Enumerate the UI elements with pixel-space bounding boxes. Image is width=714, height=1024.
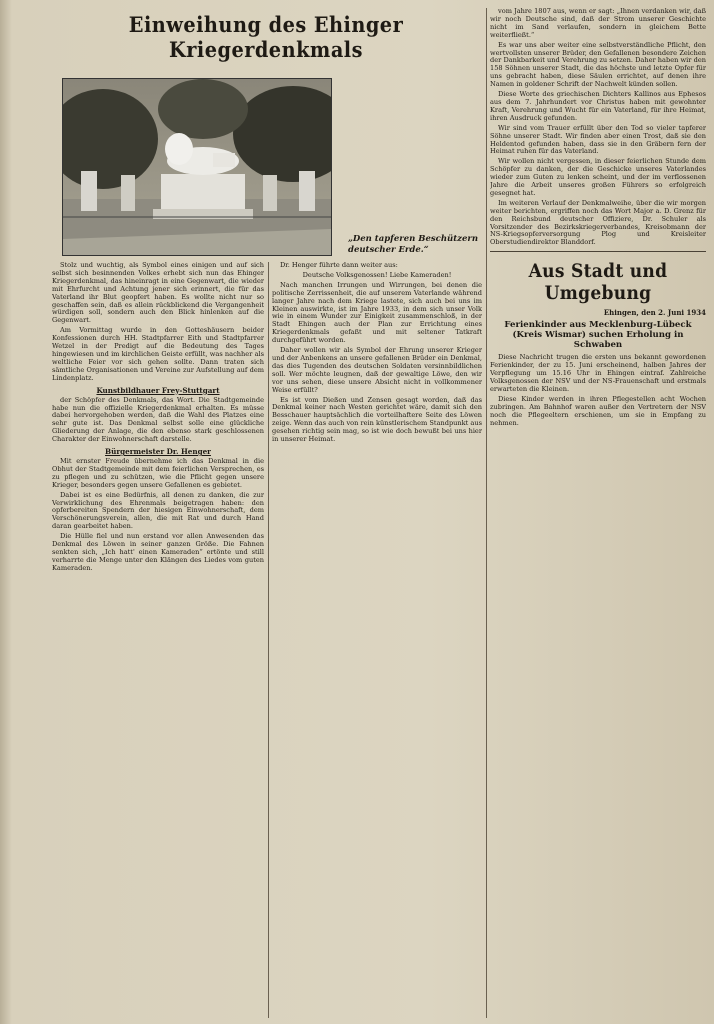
headline: Einweihung des Ehinger Kriegerdenkmals bbox=[128, 12, 404, 62]
paragraph: vom Jahre 1807 aus, wenn er sagt: „Ihnen verdanken wir, daß wir noch Deutsche sind, daß der Strom unserer Geschichte nicht im Sand verlaufen, sondern in gleichem Bette weiterfließt.“ bbox=[490, 8, 706, 39]
paragraph: Wir sind vom Trauer erfüllt über den Tod so vieler tapferer Söhne unserer Stadt. Wir finden aber einen Trost, daß sie den Heldentod gefunden haben, dass sie in den Gräbern fern der Heimat ruhen für das Vaterland. bbox=[490, 123, 706, 156]
paragraph: Dabei ist es eine Bedürfnis, all denen zu danken, die zur Verwirklichung des Ehrenmals beigetragen haben: den opferbereiten Spendern der hiesigen Einwohnerschaft, dem Verschönerungsverein, allen, die mit Rat und durch Hand daran gearbeitet haben. bbox=[52, 490, 264, 531]
memorial-photo-graphic bbox=[63, 79, 331, 255]
paragraph: Daher wollen wir als Symbol der Ehrung unserer Krieger und der Anbenkens an unsere gefallenen Brüder ein Denkmal, das dies Tugenden des deutschen Soldaten versinnbildlichen soll. Wer möchte leugnen, daß der gewaltige Löwe, den wir vor uns sehen, diese unsere Absicht nicht in vollkommener Weise erfüllt? bbox=[272, 346, 482, 394]
paragraph: Im weiteren Verlauf der Denkmalweihe, über die wir morgen weiter berichten, ergriffen noch das Wort Major a. D. Grenz für den Reichsbund deutscher Offiziere, Dr. Schuler als Vorsitzender des Bezirkskriegerverbandes, Kreisobmann der NS-Kriegsopferversorgung Plog und Kreisleiter Oberstudiendirektor Blanddorf. bbox=[490, 198, 706, 247]
paragraph: Dr. Henger führte dann weiter aus: bbox=[280, 262, 398, 269]
paragraph: Stolz und wuchtig, als Symbol eines einigen und auf sich selbst sich besinnenden Volkes erhebt sich nun das Ehinger Kriegerdenkmal, das hineinragt in eine Gegenwart, die wieder mit Ehrfurcht und Achtung jener sich erinnert, die für das Vaterland ihr Blut geopfert haben. Es wollte nicht nur so geschaffen sein, daß es allein rückblickend die Vergangenheit würdigen soll, sondern auch den Blick hinlenken auf die Gegenwart. bbox=[52, 262, 264, 325]
photo-caption: „Den tapferen Beschützern deutscher Erde.“ bbox=[348, 234, 479, 255]
subhead-frey: Kunstbildhauer Frey-Stuttgart bbox=[96, 385, 220, 395]
paragraph: Diese Nachricht trugen die ersten uns bekannt gewordenen Ferienkinder, der zu 15. Juni erscheinend, halben Jahres der Verpflegung um 15.16 Uhr in Ehingen eintraf. Zahlreiche Volksgenossen der NSV und der NS-Frauenschaft und erstmals erwarteten die Kleinen. bbox=[490, 353, 706, 393]
column-1 bbox=[52, 262, 264, 1020]
dateline: Ehingen, den 2. Juni 1934 bbox=[603, 308, 706, 318]
paragraph: Diese Kinder werden in ihren Pflegestellen acht Wochen zubringen. Am Bahnhof waren außer den Vertretern der NSV noch die Pflegeeltern erschienen, um sie in Empfang zu nehmen. bbox=[490, 394, 706, 427]
paragraph: Diese Worte des griechischen Dichters Kallinos aus Ephesos aus dem 7. Jahrhundert vor Christus haben mit gewohnter Kraft, Verehrung und Wucht für ein Vaterland, für ihre Heimat, ihren Ausdruck gefunden. bbox=[490, 90, 706, 122]
paragraph: Nach manchen Irrungen und Wirrungen, bei denen die politische Zerrissenheit, die auf unserem Vaterlande während langer Jahre nach dem Kriege lastete, sich auch bei uns im Kleinen auswirkte, ist im Jahre 1933, in dem sich unser Volk wie in einem Wunder zur Einigkeit zusammenschloß, in der Stadt Ehingen auch der Plan zur Errichtung eines Kriegerdenkmals gefaßt und mit seltener Tatkraft durchgeführt worden. bbox=[272, 280, 482, 345]
paragraph: Am Vormittag wurde in den Gotteshäusern beider Konfessionen durch HH. Stadtpfarrer Eith und Stadtpfarrer Wetzel in der Predigt auf die Bedeutung des Tages hingewiesen und im kirchlichen Geiste erfüllt, was nachher als weltliche Feier vor sich gehen sollte. Dann traten sich sämtliche Organisationen und Vereine zur Aufstellung auf dem Lindenplatz. bbox=[52, 326, 264, 382]
section-rule bbox=[490, 251, 706, 252]
paragraph-salutation: Deutsche Volksgenossen! Liebe Kameraden! bbox=[302, 270, 452, 279]
subhead-henger: Bürgermeister Dr. Henger bbox=[105, 447, 211, 457]
article-header bbox=[52, 8, 480, 258]
paragraph: Es war uns aber weiter eine selbstverständliche Pflicht, den wertvollsten unserer Brüder, den Gefallenen besondere Zeichen der Dankbarkeit und Verehrung zu setzen. Daher haben wir den 158 Söhnen unserer Stadt, die das höchste und letzte Opfer für uns gebracht haben, diese Säulen errichtet, auf denen ihre Namen in goldener Schrift der Nachwelt künden sollen. bbox=[490, 40, 706, 89]
paragraph: Mit ernster Freude übernehme ich das Denkmal in die Obhut der Stadtgemeinde mit dem feierlichen Versprechen, es zu pflegen und zu schützen, wie die Pflicht gegen unsere Krieger, besonders gegen unsere Gefallenen es gebietet. bbox=[52, 457, 264, 489]
column-2 bbox=[272, 262, 482, 1020]
paragraph: der Schöpfer des Denkmals, das Wort. Die Stadtgemeinde habe nun die offizielle Kriegerdenkmal erhalten. Es müsse dabei hervorgehoben werden, daß die Wahl des Platzes eine sehr gute ist. Das Denkmal selbst solle eine glückliche Gliederung der Anlage, die den ebenso stark geschlossenen Charakter der Einwohnerschaft darstelle. bbox=[52, 395, 264, 444]
column-divider bbox=[268, 262, 269, 1018]
article-title: Ferienkinder aus Mecklenburg-Lübeck (Kreis Wismar) suchen Erholung in Schwaben bbox=[504, 320, 692, 351]
paragraph: Wir wollen nicht vergessen, in dieser feierlichen Stunde dem Schöpfer zu danken, der die Geschicke unseres Vaterlandes wieder zum Guten zu lenken scheint, und der im verflossenen Jahre die Arbeit unseres großen Führers so erfolgreich gesegnet hat. bbox=[490, 157, 706, 197]
paragraph: Die Hülle fiel und nun erstand vor allen Anwesenden das Denkmal des Löwen in seiner ganzen Größe. Die Fahnen senkten sich, „Ich hatt' einen Kameraden“ ertönte und still verharrte die Menge unter den Klängen des Liedes vom guten Kameraden. bbox=[52, 532, 264, 572]
paragraph: Es ist vom Dießen und Zensen gesagt worden, daß das Denkmal keiner nach Westen gerichtet wäre, damit sich den Besschauer hauptsächlich die vorteilhaftere Seite des Löwen zeige. Wenn das auch von rein künstlerischem Standpunkt aus gesehen richtig sein mag, so ist wie doch bewußt bei uns hier in unserer Heimat. bbox=[272, 395, 482, 444]
column-divider bbox=[486, 8, 487, 1018]
section-title: Aus Stadt und Umgebung bbox=[528, 260, 668, 305]
column-3 bbox=[490, 8, 706, 1020]
memorial-photo bbox=[62, 78, 332, 256]
